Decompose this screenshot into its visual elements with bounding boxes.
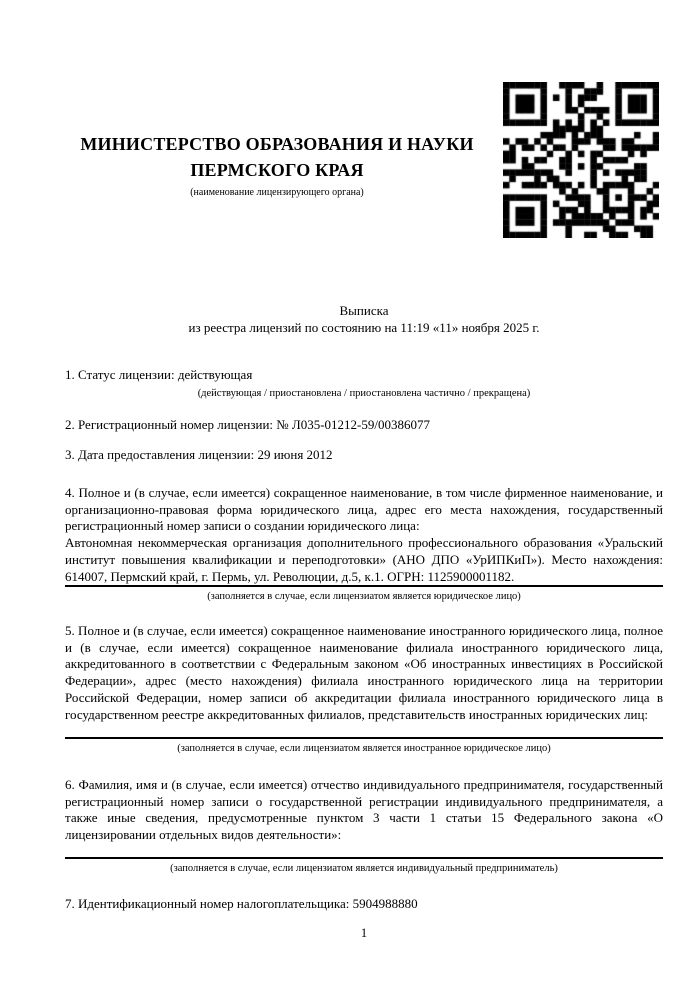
page-number: 1	[360, 926, 368, 940]
license-status-note-wrap	[65, 387, 663, 400]
licensing-authority-header	[65, 131, 489, 199]
legal-entity-value: Автономная некоммерческая организация дополнительного профессионального образования «Уральский институт повышения квалификации и переподготовки» (АНО ДПО «УрИПКиП»). Место нахождения: 614007, Пермский край, г. Пермь, ул. Революции, д.5, к.1. ОГРН: 1125900001182.	[65, 535, 663, 584]
document-title-line2: из реестра лицензий по состоянию на 11:19 «11» ноября 2025 г.	[188, 319, 540, 335]
legal-entity-fill-rule	[65, 585, 663, 587]
item-registration-number	[65, 417, 663, 434]
document-title-line1: Выписка	[339, 303, 389, 318]
licensing-authority-note: (наименование лицензирующего органа)	[190, 187, 364, 198]
document-title	[65, 303, 663, 336]
license-grant-date-text: 3. Дата предоставления лицензии: 29 июня 2012	[65, 447, 333, 462]
ministry-name-line1: МИНИСТЕРСТВО ОБРАЗОВАНИЯ И НАУКИ	[80, 134, 474, 154]
item-foreign-entity	[65, 623, 663, 755]
license-status-text: 1. Статус лицензии: действующая	[65, 367, 253, 382]
registration-number-text: 2. Регистрационный номер лицензии: № Л035-01212-59/00386077	[65, 417, 431, 432]
item-license-status	[65, 367, 663, 384]
item-license-grant-date	[65, 447, 663, 464]
item-legal-entity	[65, 485, 663, 603]
item-taxpayer-number	[65, 896, 663, 913]
item-individual-entrepreneur	[65, 777, 663, 875]
license-status-note: (действующая / приостановлена / приостановлена частично / прекращена)	[197, 388, 531, 399]
foreign-entity-label: 5. Полное и (в случае, если имеется) сокращенное наименование иностранного юридического лица, полное и (в случае, если имеется) сокращенное наименование филиала иностранного юридического лица, аккредитованного в соответствии с Федеральным законом «Об иностранных инвестициях в Российской Федерации», адрес (место нахождения) филиала иностранного юридического лица на территории Российской Федерации, номер записи об аккредитации филиала иностранного юридического лица в государственном реестре аккредитованных филиалов, представительств иностранных юридических лиц:	[65, 623, 663, 722]
individual-entrepreneur-label: 6. Фамилия, имя и (в случае, если имеется) отчество индивидуального предпринимателя, государственный регистрационный номер записи о государственной регистрации индивидуального предпринимателя, а также иные сведения, предусмотренные пунктом 3 части 1 статьи 15 Федерального закона «О лицензировании отдельных видов деятельности»:	[65, 777, 663, 843]
legal-entity-note: (заполняется в случае, если лицензиатом является юридическое лицо)	[207, 591, 521, 603]
foreign-entity-note: (заполняется в случае, если лицензиатом является иностранное юридическое лицо)	[177, 743, 551, 755]
individual-entrepreneur-note: (заполняется в случае, если лицензиатом является индивидуальный предприниматель)	[170, 862, 558, 874]
ministry-name-line2: ПЕРМСКОГО КРАЯ	[190, 160, 364, 180]
foreign-entity-fill-rule	[65, 737, 663, 739]
taxpayer-number-text: 7. Идентификационный номер налогоплательщика: 5904988880	[65, 896, 418, 911]
individual-entrepreneur-fill-rule	[65, 857, 663, 859]
qr-code-icon	[503, 82, 659, 238]
legal-entity-label: 4. Полное и (в случае, если имеется) сокращенное наименование, в том числе фирменное наименование, и организационно-правовая форма юридического лица, адрес его места нахождения, государственный регистрационный номер записи о создании юридического лица:	[65, 485, 663, 534]
